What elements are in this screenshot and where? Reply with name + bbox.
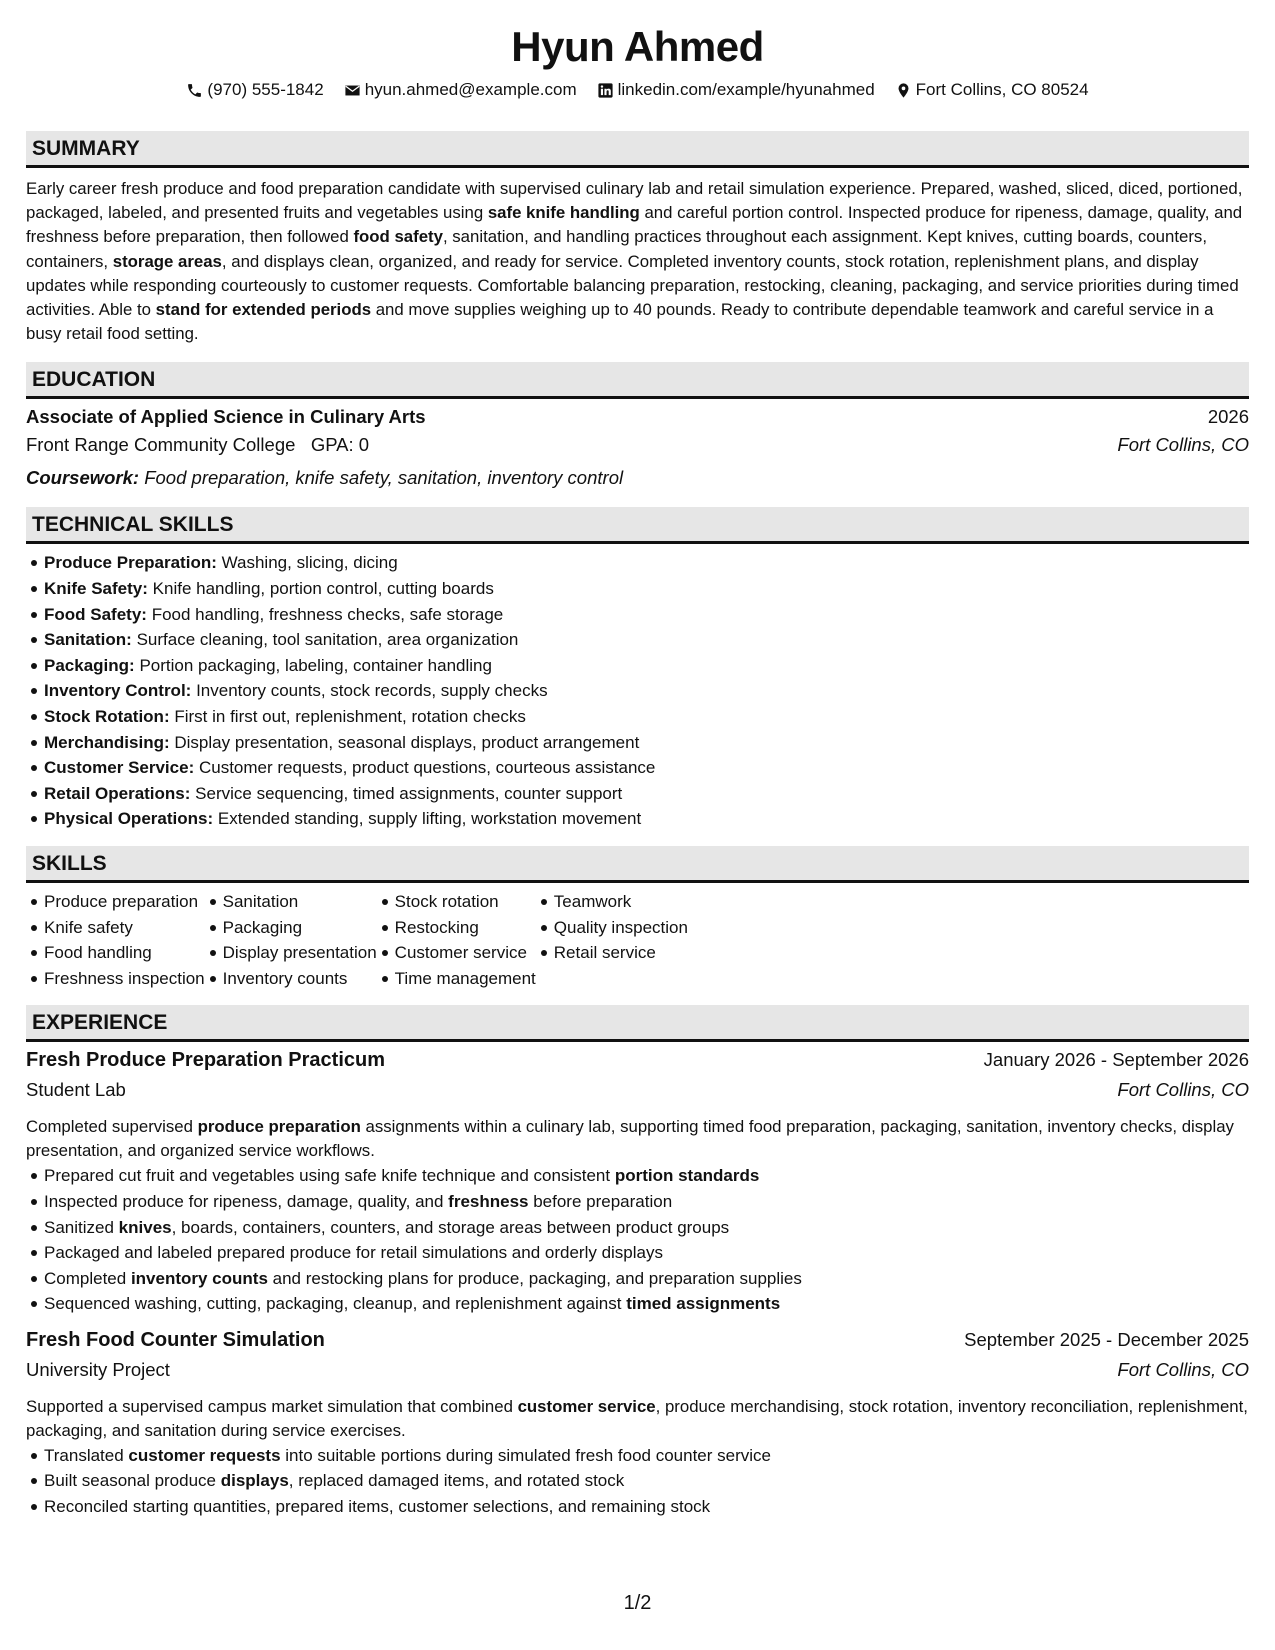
coursework-text: Food preparation, knife safety, sanitation, inventory control [144,467,624,489]
job-organization: University Project [26,1358,170,1380]
bold-keyword: freshness [448,1191,529,1211]
skill-values: Portion packaging, labeling, container handling [139,655,492,675]
envelope-icon [344,82,361,99]
job-bullet [44,1443,1249,1469]
skill-category: Knife Safety: [44,579,148,599]
technical-skill-item [44,576,1249,602]
job-description [26,1395,1249,1443]
linkedin-text: linkedin.com/example/hyunahmed [617,80,875,99]
phone-icon [186,82,203,99]
text-run: , and displays clean, organized, and ready for service. Completed inventory counts, stock rotation, replenishment plans, and display updates while responding courteously to customer requests. Comfortable balancing preparation, restocking, cleaning, packaging, and service priorities during timed activities. Able to [26,251,1239,320]
text-run: , boards, containers, counters, and storage areas between product groups [171,1217,730,1237]
skill-values: Knife handling, portion control, cutting boards [152,579,494,599]
job-dates: September 2025 - December 2025 [964,1328,1249,1350]
text-run: Reconciled starting quantities, prepared items, customer selections, and remaining stock [44,1497,711,1517]
technical-skill-item [44,602,1249,628]
school-name: Front Range Community College [26,434,296,456]
bold-keyword: timed assignments [626,1294,781,1314]
text-run: Prepared cut fruit and vegetables using safe knife technique and consistent [44,1166,615,1186]
skill-category: Food Safety: [44,604,147,624]
phone-text: (970) 555-1842 [207,80,324,99]
technical-skill-item [44,704,1249,730]
skill-values: Extended standing, supply lifting, workstation movement [217,809,642,829]
job-entry [26,1049,1249,1317]
text-run: Translated [44,1445,129,1465]
text-run: Supported a supervised campus market simulation that combined [26,1396,518,1416]
skill-category: Sanitation: [44,630,132,650]
job-location: Fort Collins, CO [1117,1079,1249,1101]
skill-values: Display presentation, seasonal displays, product arrangement [174,732,640,752]
skill-item: Stock rotation [395,889,536,915]
text-run: Completed supervised [26,1117,198,1137]
technical-skills-heading: TECHNICAL SKILLS [26,507,1249,544]
text-run: Completed [44,1268,131,1288]
skill-values: Surface cleaning, tool sanitation, area organization [136,630,519,650]
technical-skill-item [44,781,1249,807]
skill-item: Customer service [395,940,536,966]
resume-page [26,0,1249,1520]
linkedin-icon [597,82,614,99]
text-run: , replaced damaged items, and rotated stock [288,1471,625,1491]
contact-phone[interactable] [186,78,323,102]
skill-category: Customer Service: [44,758,195,778]
technical-skill-item [44,806,1249,832]
job-dates: January 2026 - September 2026 [983,1049,1249,1071]
skill-item: Knife safety [44,915,205,941]
skill-category: Physical Operations: [44,809,214,829]
experience-heading: EXPERIENCE [26,1005,1249,1042]
candidate-name: Hyun Ahmed [511,23,764,70]
graduation-year: 2026 [1207,406,1249,428]
location-text: Fort Collins, CO 80524 [915,80,1089,99]
email-text: hyun.ahmed@example.com [364,80,577,99]
job-title: Fresh Food Counter Simulation [26,1328,325,1351]
skill-item: Teamwork [554,889,688,915]
text-run: , sanitation, and handling practices throughout each assignment. Kept knives, cutting boards, counters, containers, [26,227,1207,271]
skill-item: Display presentation [223,940,377,966]
bold-keyword: knives [118,1217,172,1237]
job-bullets [26,1443,1249,1520]
technical-skill-item [44,755,1249,781]
technical-skill-item [44,627,1249,653]
text-run: , produce merchandising, stock rotation, inventory reconciliation, replenishment, packaging, and sanitation during service exercises. [26,1396,1248,1440]
text-run: and move supplies weighing up to 40 pounds. Ready to contribute dependable teamwork and careful service in a busy retail food setting. [26,300,1214,344]
job-bullet [44,1266,1249,1292]
contact-location [895,78,1089,102]
bold-keyword: portion standards [614,1166,760,1186]
technical-skill-item [44,550,1249,576]
gpa: GPA: 0 [310,434,370,456]
education-entry [26,406,1249,493]
job-bullet [44,1215,1249,1241]
text-run: into suitable portions during simulated fresh food counter service [280,1445,771,1465]
job-bullet [44,1291,1249,1317]
skill-values: Food handling, freshness checks, safe storage [151,604,504,624]
bold-keyword: food safety [353,227,443,247]
job-location: Fort Collins, CO [1117,1358,1249,1380]
bold-keyword: produce preparation [197,1117,361,1137]
text-run: Built seasonal produce [44,1471,221,1491]
skill-category: Stock Rotation: [44,706,170,726]
skill-category: Produce Preparation: [44,553,217,573]
job-title: Fresh Produce Preparation Practicum [26,1049,386,1072]
text-run: Early career fresh produce and food preparation candidate with supervised culinary lab and retail simulation experience. Prepared, washed, sliced, diced, portioned, packaged, labeled, and presented fruits and vegetables using [26,179,1243,223]
school-location: Fort Collins, CO [1117,434,1249,456]
contact-bar [26,78,1249,102]
technical-skills-list [26,550,1249,832]
job-organization: Student Lab [26,1079,126,1101]
skills-column [26,889,205,991]
text-run: Inspected produce for ripeness, damage, quality, and [44,1191,449,1211]
bold-keyword: stand for extended periods [155,300,372,320]
job-bullet [44,1163,1249,1189]
technical-skill-item [44,730,1249,756]
skill-category: Packaging: [44,655,135,675]
skills-column [536,889,688,991]
bold-keyword: safe knife handling [487,203,640,223]
skills-column [205,889,377,991]
skill-item: Inventory counts [223,966,377,992]
skill-values: First in first out, replenishment, rotation checks [174,706,526,726]
skill-item: Restocking [395,915,536,941]
skill-values: Inventory counts, stock records, supply checks [196,681,548,701]
skill-item: Retail service [554,940,688,966]
summary-heading: SUMMARY [26,131,1249,168]
school-line [26,434,369,456]
job-bullet [44,1189,1249,1215]
skill-item: Sanitation [223,889,377,915]
job-description [26,1115,1249,1163]
experience-list [26,1049,1249,1519]
skill-item: Produce preparation [44,889,205,915]
coursework-line [26,463,1249,493]
technical-skill-item [44,653,1249,679]
skill-item: Quality inspection [554,915,688,941]
text-run: and careful portion control. Inspected produce for ripeness, damage, quality, and freshness before preparation, then followed [26,203,1243,247]
job-bullet [44,1240,1249,1266]
job-bullets [26,1163,1249,1317]
text-run: Sanitized [44,1217,119,1237]
skill-item: Food handling [44,940,205,966]
text-run: Sequenced washing, cutting, packaging, cleanup, and replenishment against [44,1294,627,1314]
summary-text [26,177,1249,346]
education-heading: EDUCATION [26,362,1249,399]
job-entry [26,1329,1249,1520]
skill-item: Freshness inspection [44,966,205,992]
skill-values: Washing, slicing, dicing [221,553,398,573]
job-bullet [44,1468,1249,1494]
coursework-label: Coursework: [26,467,140,489]
contact-email[interactable] [344,78,577,102]
text-run: assignments within a culinary lab, supporting timed food preparation, packaging, sanitation, inventory checks, display presentation, and organized service workflows. [26,1117,1234,1161]
bold-keyword: storage areas [112,251,222,271]
text-run: Packaged and labeled prepared produce for retail simulations and orderly displays [44,1243,663,1263]
skill-category: Retail Operations: [44,783,191,803]
page-number: 1/2 [623,1592,652,1614]
skill-item: Packaging [223,915,377,941]
technical-skill-item [44,678,1249,704]
bold-keyword: displays [220,1471,289,1491]
degree-title: Associate of Applied Science in Culinary Arts [26,406,426,428]
bold-keyword: customer requests [128,1445,281,1465]
text-run: and restocking plans for produce, packaging, and preparation supplies [267,1268,802,1288]
bold-keyword: inventory counts [130,1268,268,1288]
skill-item: Time management [395,966,536,992]
skill-category: Inventory Control: [44,681,192,701]
job-bullet [44,1494,1249,1520]
skills-column [377,889,536,991]
text-run: before preparation [528,1191,673,1211]
skills-heading: SKILLS [26,846,1249,883]
map-pin-icon [895,82,912,99]
skill-category: Merchandising: [44,732,170,752]
contact-linkedin[interactable] [597,78,875,102]
skill-values: Service sequencing, timed assignments, counter support [195,783,623,803]
skill-values: Customer requests, product questions, courteous assistance [198,758,656,778]
skills-grid [26,889,1249,991]
bold-keyword: customer service [517,1396,656,1416]
